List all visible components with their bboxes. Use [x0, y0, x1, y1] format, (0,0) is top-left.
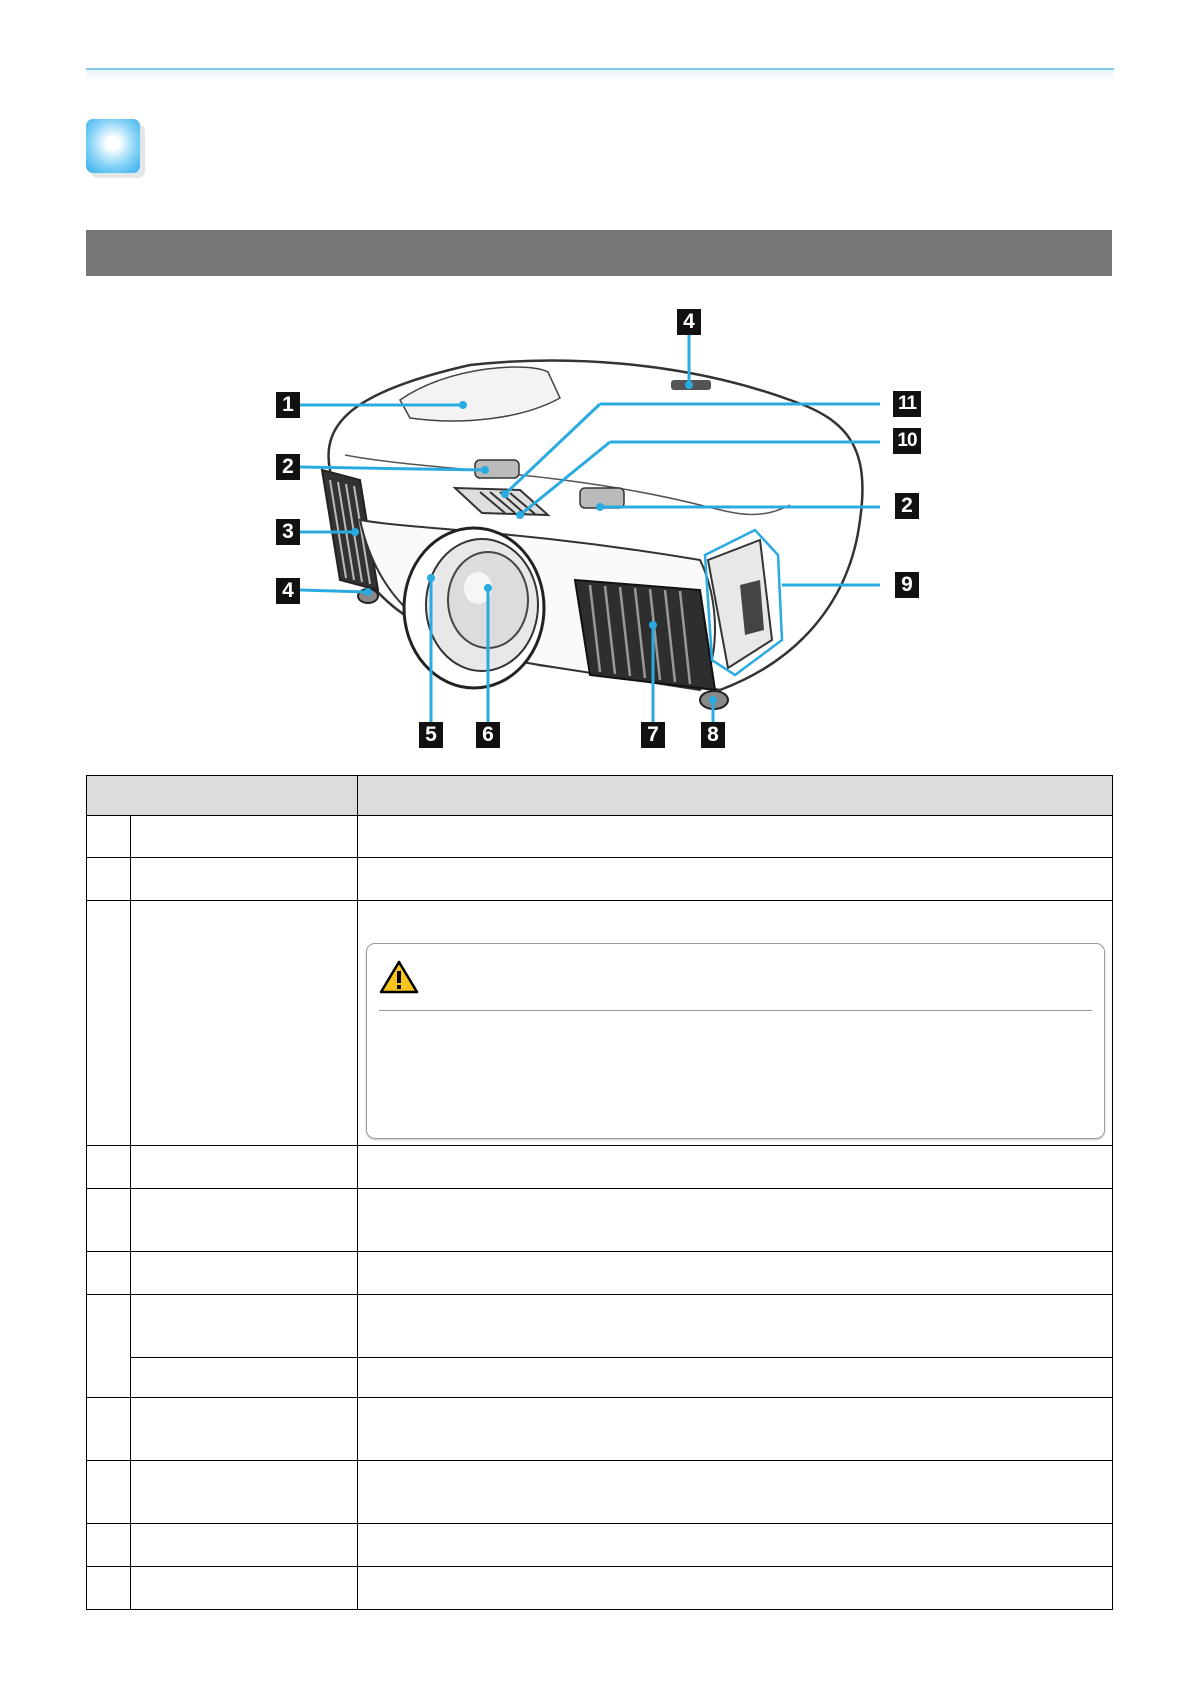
table-row — [87, 1461, 1113, 1524]
callout-8: 8 — [701, 722, 725, 748]
caution-divider — [379, 1010, 1092, 1011]
callout-2-left: 2 — [276, 454, 300, 480]
table-row — [87, 901, 1113, 1146]
callout-1: 1 — [276, 392, 300, 418]
table-row — [87, 858, 1113, 901]
table-row — [87, 1524, 1113, 1567]
table-header-name — [87, 776, 358, 816]
table-row — [87, 1252, 1113, 1295]
callout-2-right: 2 — [895, 493, 919, 519]
caution-box — [366, 943, 1105, 1139]
section-heading-bar — [86, 230, 1112, 276]
callout-9: 9 — [895, 572, 919, 598]
table-row — [87, 816, 1113, 858]
callout-7: 7 — [641, 722, 665, 748]
callout-4-top: 4 — [677, 309, 701, 335]
callout-5: 5 — [419, 722, 443, 748]
table-header-row — [87, 776, 1113, 816]
projector-diagram — [0, 290, 1190, 760]
table-row — [87, 1189, 1113, 1252]
callout-4-left: 4 — [276, 578, 300, 604]
table-row — [87, 1146, 1113, 1189]
callout-10: 10 — [893, 428, 921, 454]
table-row — [87, 1295, 1113, 1358]
callout-6: 6 — [476, 722, 500, 748]
table-row — [87, 1398, 1113, 1461]
table-header-function — [358, 776, 1113, 816]
chapter-bullet-icon — [86, 119, 140, 173]
table-row — [87, 1358, 1113, 1398]
table-row — [87, 1567, 1113, 1610]
callout-3: 3 — [276, 519, 300, 545]
projector-illustration — [0, 290, 1190, 760]
warning-triangle-icon — [379, 960, 419, 994]
header-rule — [86, 68, 1114, 80]
callout-11: 11 — [893, 391, 921, 417]
parts-table — [86, 775, 1113, 1610]
